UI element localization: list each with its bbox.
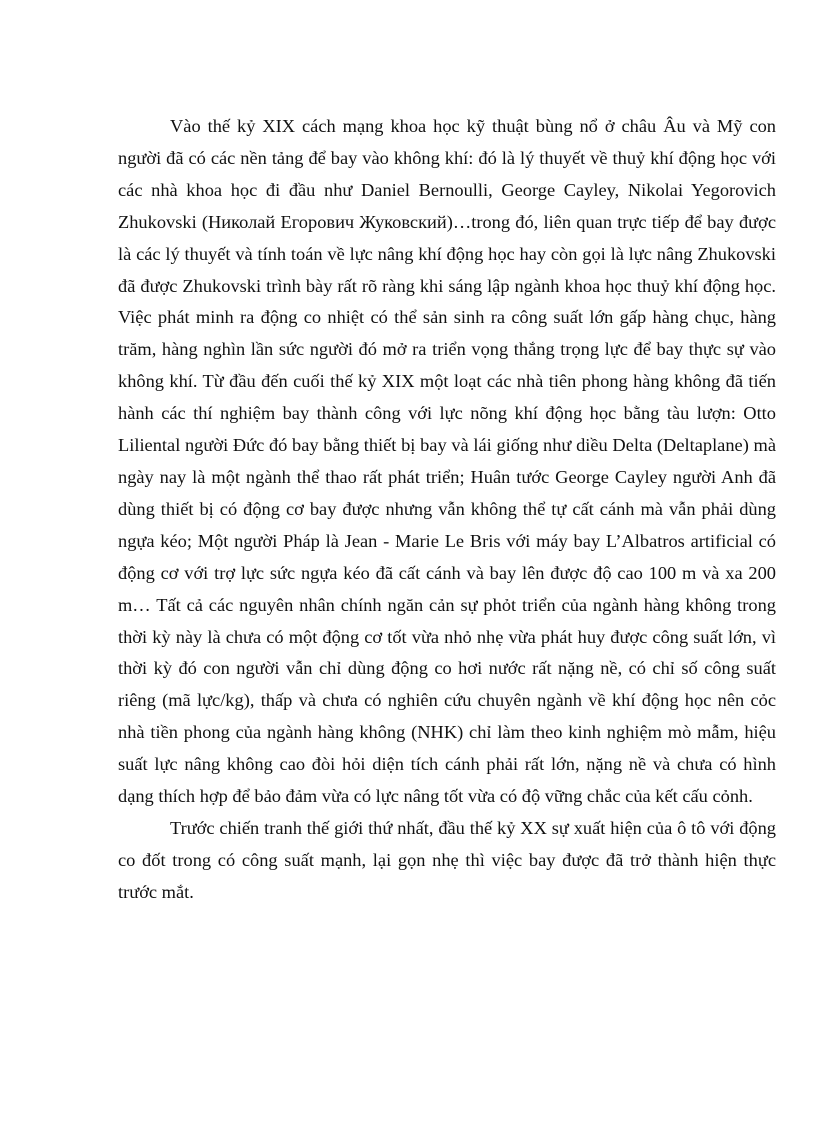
body-text [118, 111, 776, 909]
paragraph-2: Trước chiến tranh thế giới thứ nhất, đầu thế kỷ XX sự xuất hiện của ô tô với động co đốt trong có công suất mạnh, lại gọn nhẹ thì việc bay được đã trở thành hiện thực trước mắt. [118, 817, 776, 902]
paragraph-1: Vào thế kỷ XIX cách mạng khoa học kỹ thuật bùng nổ ở châu Âu và Mỹ con người đã có các nền tảng để bay vào không khí: đó là lý thuyết về thuỷ khí động học với các nhà khoa học đi đầu như Daniel Bernoulli, George Cayley, Nikolai Yegorovich Zhukovski (Николай Егорович Жуковский)…trong đó, liên quan trực tiếp để bay được là các lý thuyết và tính toán về lực nâng khí động học hay còn gọi là lực nâng Zhukovski đã được Zhukovski trình bày rất rõ ràng khi sáng lập ngành khoa học thuỷ khí động học. Việc phát minh ra động co nhiệt có thể sản sinh ra công suất lớn gấp hàng chục, hàng trăm, hàng nghìn lần sức người đó mở ra triển vọng thắng trọng lực để bay thực sự vào không khí. Từ đầu đến cuối thế kỷ XIX một loạt các nhà tiên phong hàng không đã tiến hành các thí nghiệm bay thành công với lực nõng khí động học bằng tàu lượn: Otto Liliental người Đức đó bay bằng thiết bị bay và lái giống như diều Delta (Deltaplane) mà ngày nay là một ngành thể thao rất phát triển; Huân tước George Cayley người Anh đã dùng thiết bị có động cơ bay được nhưng vẫn không thể tự cất cánh mà vẫn phải dùng ngựa kéo; Một người Pháp là Jean - Marie Le Bris với máy bay L’Albatros artificial có động cơ với trợ lực sức ngựa kéo đã cất cánh và bay lên được độ cao 100 m và xa 200 m… Tất cả các nguyên nhân chính ngăn cản sự phỏt triển của ngành hàng không trong thời kỳ này là chưa có một động cơ tốt vừa nhỏ nhẹ vừa phát huy được công suất lớn, vì thời kỳ đó con người vẫn chỉ dùng động co hơi nước rất nặng nề, có chỉ số công suất riêng (mã lực/kg), thấp và chưa có nghiên cứu chuyên ngành về khí động học nên cỏc nhà tiền phong của ngành hàng không (NHK) chỉ làm theo kinh nghiệm mò mẫm, hiệu suất lực nâng không cao đòi hỏi diện tích cánh phải rất lớn, nặng nề và chưa có hình dạng thích hợp để bảo đảm vừa có lực nâng tốt vừa có độ vững chắc của kết cấu cỏnh. [118, 116, 776, 807]
